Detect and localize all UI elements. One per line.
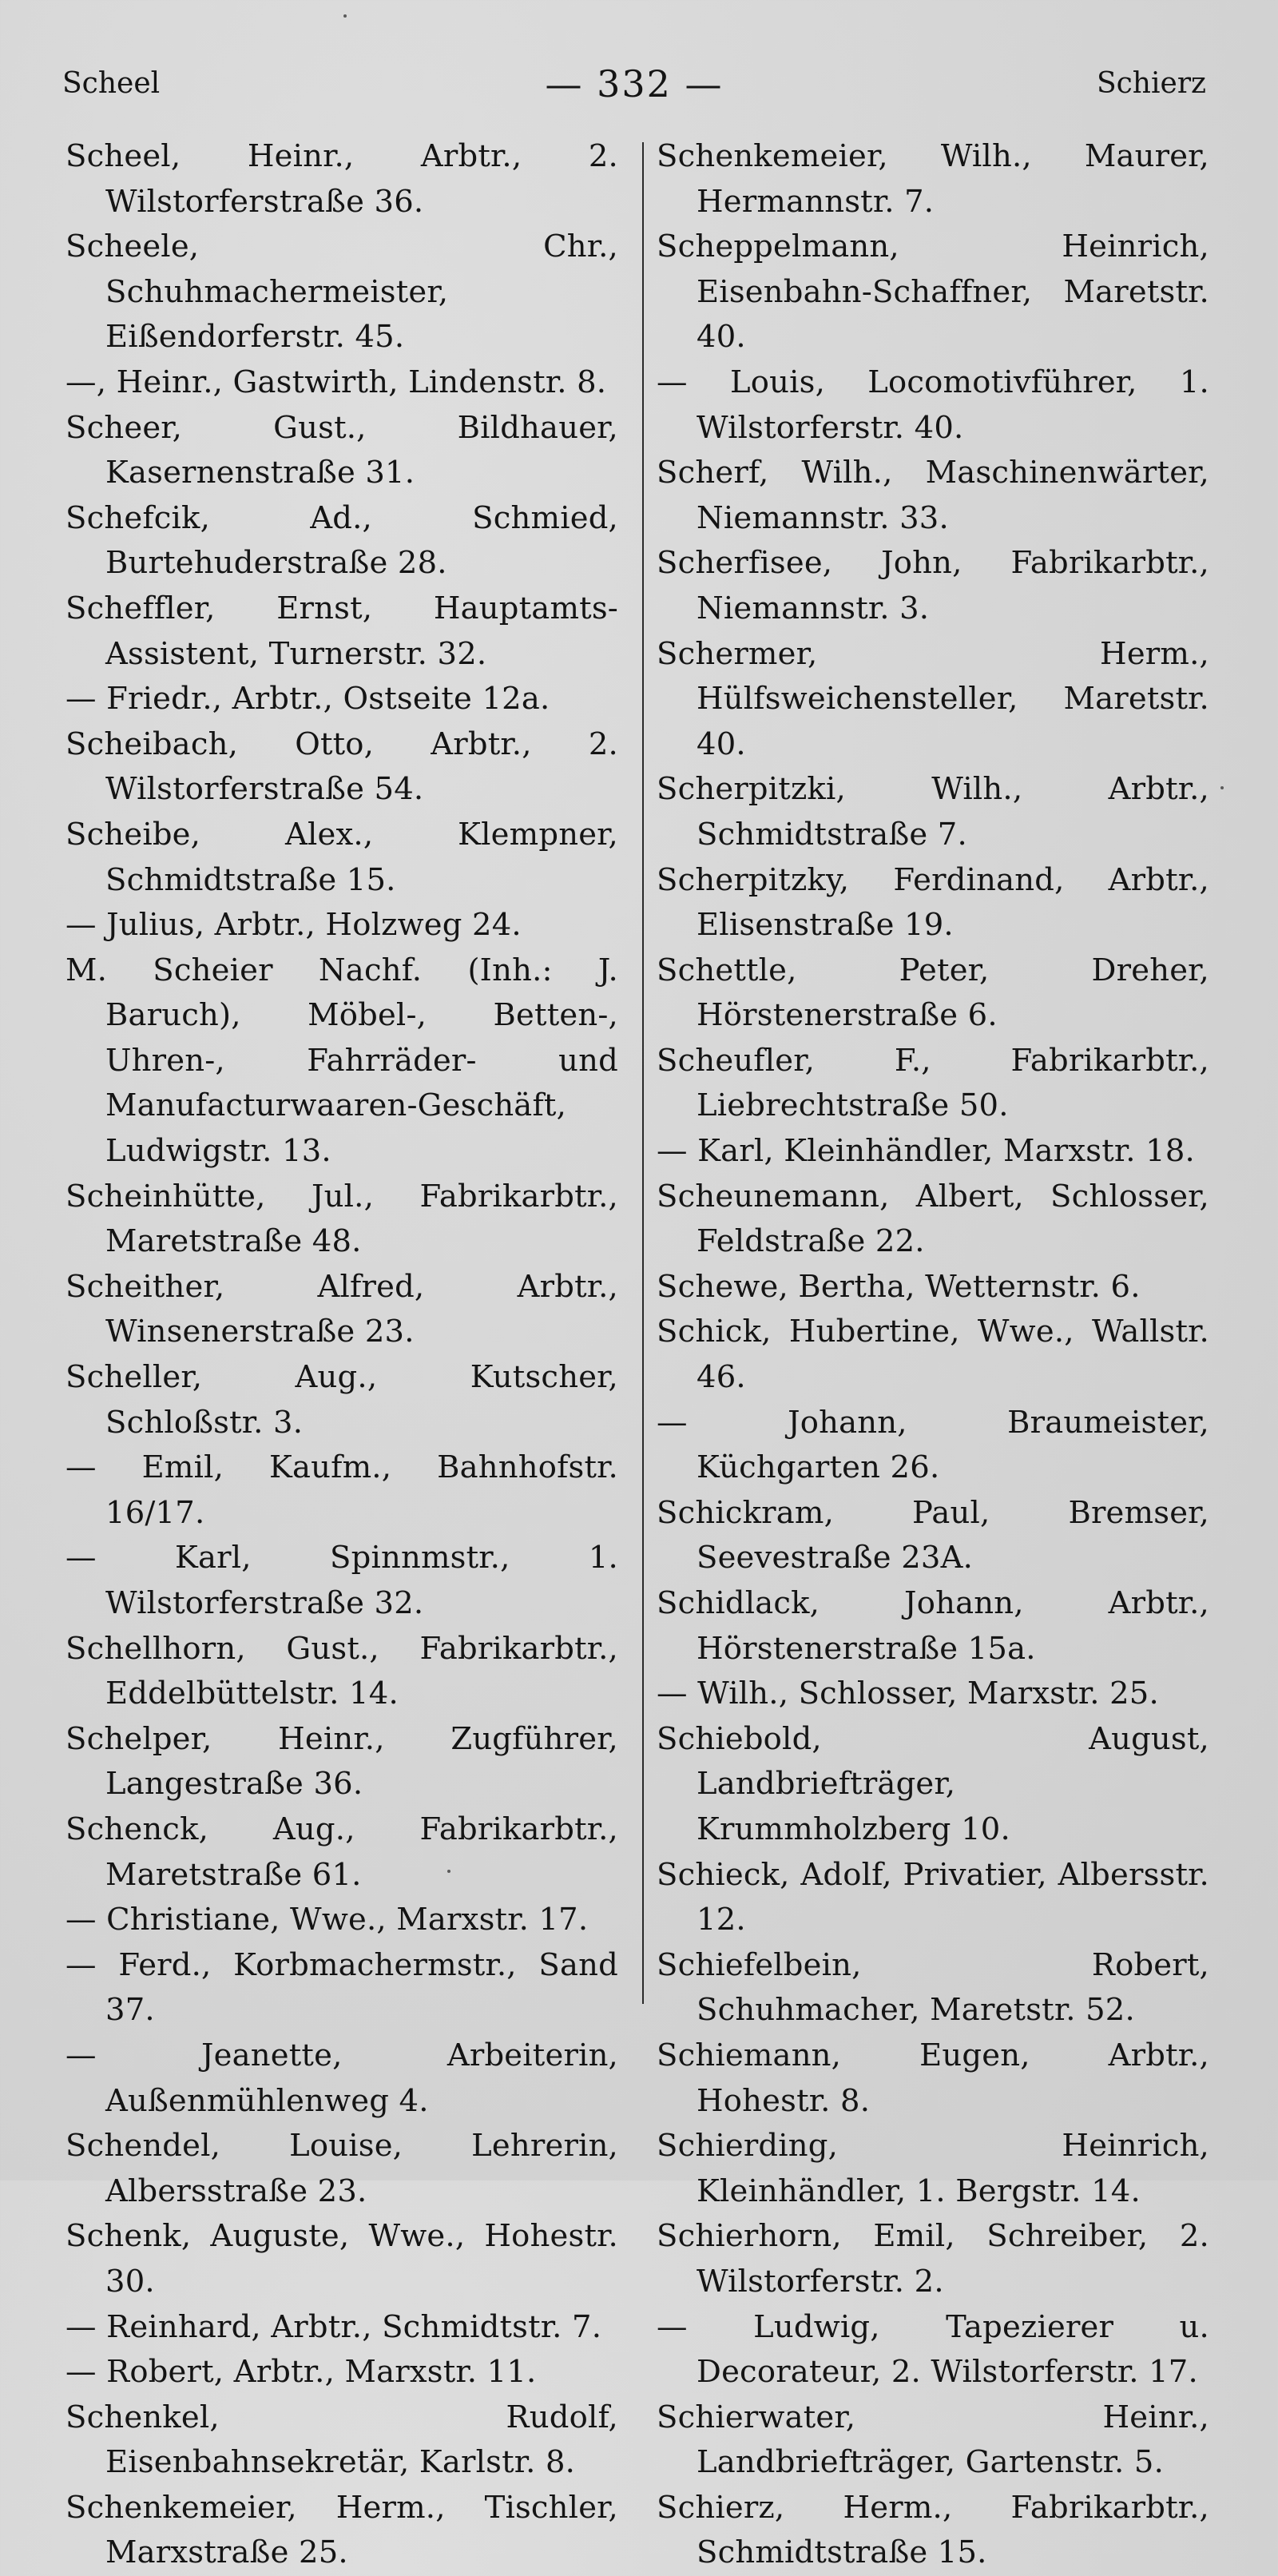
directory-entry: Scheer, Gust., Bildhauer, Kasernenstraße 31. (65, 409, 618, 491)
directory-entry: Schieck, Adolf, Privatier, Albersstr. 12. (657, 1856, 1209, 1938)
directory-entry: — Johann, Braumeister, Küchgarten 26. (657, 1404, 1209, 1486)
directory-entry: Scheibe, Alex., Klempner, Schmidtstraße 15. (65, 816, 618, 898)
directory-entry: Schenkemeier, Herm., Tischler, Marxstraße 25. (65, 2489, 618, 2571)
directory-entry: Schiebold, August, Landbriefträger, Krummholzberg 10. (657, 1720, 1209, 1847)
directory-entry: — Jeanette, Arbeiterin, Außenmühlenweg 4. (65, 2037, 618, 2119)
directory-entry: Scheele, Chr., Schuhmachermeister, Eißendorferstr. 45. (65, 229, 618, 356)
directory-entry: Scheufler, F., Fabrikarbtr., Liebrechtstraße 50. (657, 1042, 1209, 1124)
directory-entry: — Robert, Arbtr., Marxstr. 11. (65, 2354, 537, 2391)
print-speck (1220, 786, 1224, 789)
directory-entry: Scheither, Alfred, Arbtr., Winsenerstraße 23. (65, 1268, 618, 1350)
directory-entry: — Ferd., Korbmachermstr., Sand 37. (65, 1946, 618, 2029)
directory-entry: — Louis, Locomotivführer, 1. Wilstorferstr. 40. (657, 364, 1209, 446)
directory-entry: Schiemann, Eugen, Arbtr., Hohestr. 8. (657, 2037, 1209, 2119)
directory-entry: — Wilh., Schlosser, Marxstr. 25. (657, 1676, 1159, 1712)
directory-entry: Scherfisee, John, Fabrikarbtr., Niemannstr. 3. (657, 545, 1209, 626)
directory-entry: Schick, Hubertine, Wwe., Wallstr. 46. (657, 1314, 1209, 1396)
directory-entry: Schelper, Heinr., Zugführer, Langestraße 36. (65, 1720, 618, 1803)
directory-entry: — Christiane, Wwe., Marxstr. 17. (65, 1902, 589, 1938)
directory-entry: —, Heinr., Gastwirth, Lindenstr. 8. (65, 364, 607, 400)
print-speck (343, 14, 347, 18)
directory-entry: — Reinhard, Arbtr., Schmidtstr. 7. (65, 2308, 602, 2345)
directory-entry: Scheller, Aug., Kutscher, Schloßstr. 3. (65, 1359, 618, 1441)
directory-entry: Schendel, Louise, Lehrerin, Albersstraße 23. (65, 2128, 618, 2209)
directory-entry: Schiefelbein, Robert, Schuhmacher, Maretstr. 52. (657, 1946, 1209, 2029)
directory-entry: Scheibach, Otto, Arbtr., 2. Wilstorferstraße 54. (65, 725, 618, 808)
header-last-entry: Schierz (1096, 67, 1206, 100)
directory-entry: Schierding, Heinrich, Kleinhändler, 1. Bergstr. 14. (657, 2128, 1209, 2209)
left-column (65, 134, 618, 2571)
directory-entry: Schenkel, Rudolf, Eisenbahnsekretär, Karlstr. 8. (65, 2399, 618, 2481)
directory-entry: — Karl, Spinnmstr., 1. Wilstorferstraße 32. (65, 1540, 618, 1621)
directory-entry: Schellhorn, Gust., Fabrikarbtr., Eddelbüttelstr. 14. (65, 1630, 618, 1712)
page-number: — 332 — (545, 62, 724, 105)
directory-entry: Schenk, Auguste, Wwe., Hohestr. 30. (65, 2218, 618, 2300)
directory-entry: Scherf, Wilh., Maschinenwärter, Niemannstr. 33. (657, 455, 1209, 536)
directory-entry: — Friedr., Arbtr., Ostseite 12a. (65, 681, 550, 718)
directory-entry: — Karl, Kleinhändler, Marxstr. 18. (657, 1133, 1195, 1170)
directory-entry: Scherpitzki, Wilh., Arbtr., Schmidtstraße 7. (657, 771, 1209, 853)
column-divider (642, 142, 644, 2004)
directory-entry: Scheffler, Ernst, Hauptamts-Assistent, Turnerstr. 32. (65, 590, 618, 672)
directory-entry: Scheppelmann, Heinrich, Eisenbahn-Schaffner, Maretstr. 40. (657, 229, 1209, 356)
directory-entry: Scherpitzky, Ferdinand, Arbtr., Elisenstraße 19. (657, 861, 1209, 944)
directory-entry: Scheel, Heinr., Arbtr., 2. Wilstorferstraße 36. (65, 138, 618, 220)
directory-entry: M. Scheier Nachf. (Inh.: J. Baruch), Möbel-, Betten-, Uhren-, Fahrräder- und Manufacturwaaren-Geschäft, Ludwigstr. 13. (65, 952, 618, 1170)
directory-entry: Scheunemann, Albert, Schlosser, Feldstraße 22. (657, 1178, 1209, 1260)
directory-entry: — Emil, Kaufm., Bahnhofstr. 16/17. (65, 1449, 618, 1531)
directory-entry: Schenck, Aug., Fabrikarbtr., Maretstraße 61. (65, 1811, 618, 1893)
directory-entry: Scheinhütte, Jul., Fabrikarbtr., Maretstraße 48. (65, 1178, 618, 1260)
directory-entry: Schewe, Bertha, Wetternstr. 6. (657, 1268, 1141, 1305)
directory-entry: — Ludwig, Tapezierer u. Decorateur, 2. Wilstorferstr. 17. (657, 2308, 1209, 2391)
directory-entry: Schierwater, Heinr., Landbriefträger, Gartenstr. 5. (657, 2399, 1209, 2481)
directory-entry: Schefcik, Ad., Schmied, Burtehuderstraße 28. (65, 499, 618, 582)
directory-entry: — Julius, Arbtr., Holzweg 24. (65, 907, 522, 944)
directory-entry: Schenkemeier, Wilh., Maurer, Hermannstr. 7. (657, 138, 1209, 220)
right-column (657, 134, 1209, 2571)
directory-entry: Schermer, Herm., Hülfsweichensteller, Maretstr. 40. (657, 635, 1209, 762)
directory-entry: Schidlack, Johann, Arbtr., Hörstenerstraße 15a. (657, 1585, 1209, 1667)
directory-entry: Schickram, Paul, Bremser, Seevestraße 23A. (657, 1494, 1209, 1576)
directory-entry: Schierz, Herm., Fabrikarbtr., Schmidtstraße 15. (657, 2489, 1209, 2571)
print-speck (447, 1870, 450, 1873)
directory-entry: Schierhorn, Emil, Schreiber, 2. Wilstorferstr. 2. (657, 2218, 1209, 2300)
header-first-entry: Scheel (62, 67, 161, 100)
running-head (62, 62, 1206, 110)
directory-entry: Schettle, Peter, Dreher, Hörstenerstraße 6. (657, 952, 1209, 1034)
